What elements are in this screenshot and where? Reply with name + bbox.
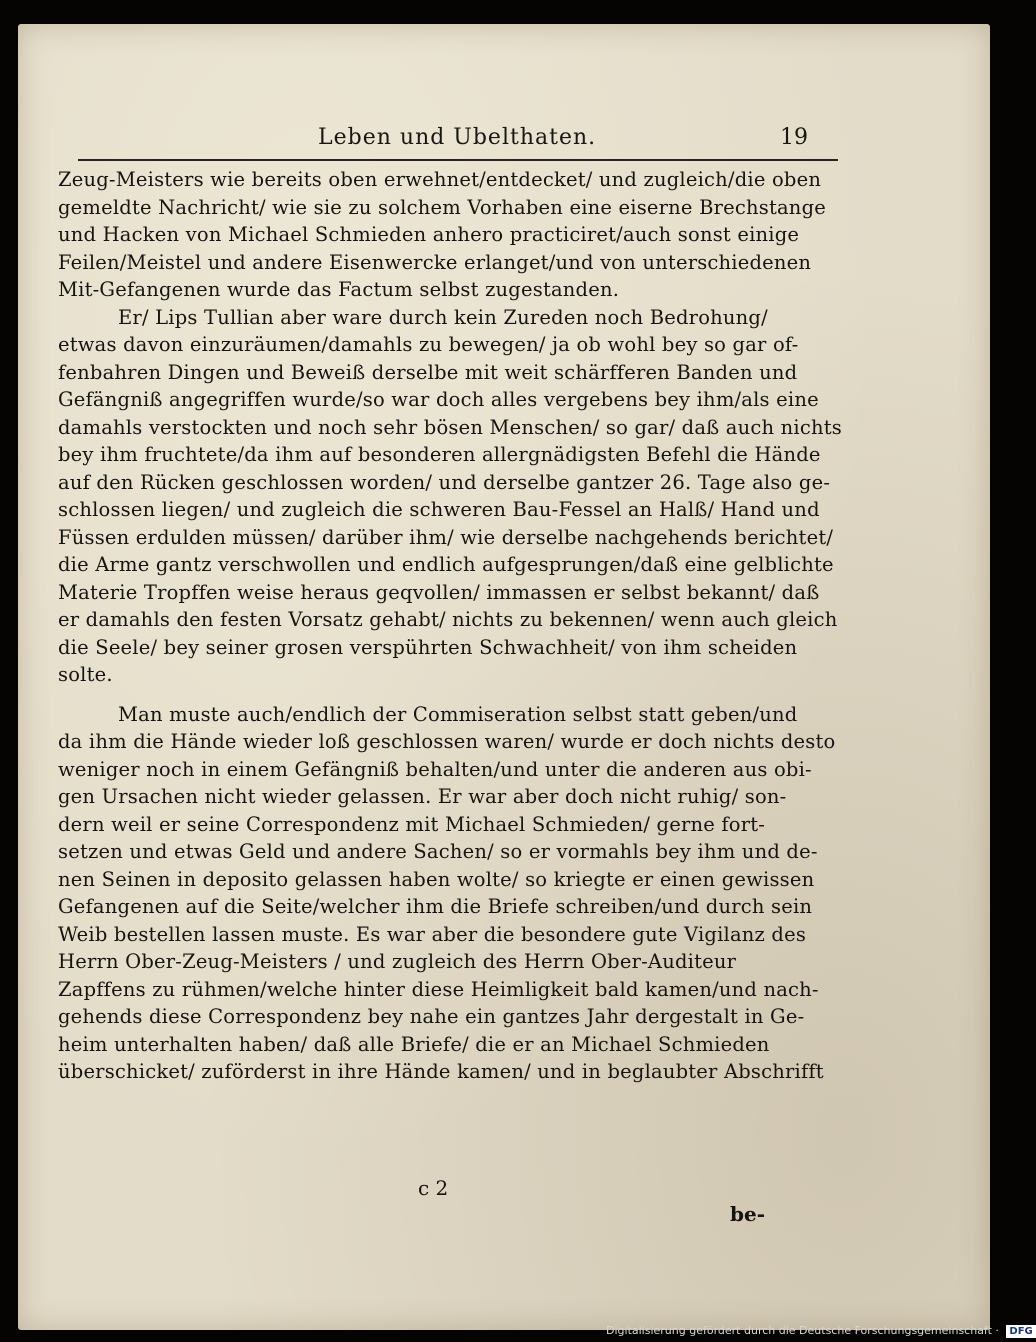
page-footer xyxy=(18,1176,990,1236)
text-line: Zeug-Meisters wie bereits oben erwehnet/entdecket/ und zugleich/die oben xyxy=(58,168,822,191)
text-line: Feilen/Meistel und andere Eisenwercke erlanget/und von unterschiedenen xyxy=(58,250,812,274)
text-line: Zapffens zu rühmen/welche hinter diese Heimligkeit bald kamen/und nach- xyxy=(58,977,819,1001)
book-page xyxy=(18,24,990,1330)
text-line: da ihm die Hände wieder loß geschlossen waren/ wurde er doch nichts desto xyxy=(58,730,836,753)
text-line: Er/ Lips Tullian aber ware durch kein Zureden noch Bedrohung/ xyxy=(118,305,768,329)
paragraph-gap xyxy=(58,689,818,701)
dfg-logo-icon: DFG xyxy=(1006,1325,1035,1338)
body-text xyxy=(58,166,842,1086)
text-line: bey ihm fruchtete/da ihm auf besonderen allergnädigsten Befehl die Hände xyxy=(58,443,821,466)
text-line: setzen und etwas Geld und andere Sachen/ so er vormahls bey ihm und de- xyxy=(58,840,818,863)
text-line: nen Seinen in deposito gelassen haben wolte/ so kriegte er einen gewissen xyxy=(58,867,815,891)
text-line: Füssen erdulden müssen/ darüber ihm/ wie derselbe nachgehends berichtet/ xyxy=(58,525,834,549)
text-line: schlossen liegen/ und zugleich die schweren Bau-Fessel an Halß/ Hand und xyxy=(58,498,820,521)
text-line: gemeldte Nachricht/ wie sie zu solchem Vorhaben eine eiserne Brechstange xyxy=(58,195,826,219)
text-line: fenbahren Dingen und Beweiß derselbe mit weit schärfferen Banden und xyxy=(58,360,798,384)
text-line: Herrn Ober-Zeug-Meisters / und zugleich des Herrn Ober-Auditeur xyxy=(58,950,737,973)
text-line: Man muste auch/endlich der Commiseration selbst statt geben/und xyxy=(118,702,798,726)
text-line: Gefangenen auf die Seite/welcher ihm die Briefe schreiben/und durch sein xyxy=(58,895,813,918)
text-line: Gefängniß angegriffen wurde/so war doch alles vergebens bey ihm/als eine xyxy=(58,388,819,411)
text-line: weniger noch in einem Gefängniß behalten/und unter die anderen aus obi- xyxy=(58,757,812,781)
text-line: dern weil er seine Correspondenz mit Michael Schmieden/ gerne fort- xyxy=(58,812,766,836)
text-line: heim unterhalten haben/ daß alle Briefe/ die er an Michael Schmieden xyxy=(58,1032,770,1056)
text-line: gehends diese Correspondenz bey nahe ein gantzes Jahr dergestalt in Ge- xyxy=(58,1005,805,1028)
text-line: er damahls den festen Vorsatz gehabt/ nichts zu bekennen/ wenn auch gleich xyxy=(58,608,838,631)
text-line: Mit-Gefangenen wurde das Factum selbst zugestanden. xyxy=(58,278,620,301)
paragraph-1 xyxy=(58,166,826,304)
text-line: die Seele/ bey seiner grosen verspührten Schwachheit/ von ihm scheiden xyxy=(58,635,798,659)
text-line: damahls verstockten und noch sehr bösen Menschen/ so gar/ daß auch nichts xyxy=(58,415,842,439)
text-line: etwas davon einzuräumen/damahls zu bewegen/ ja ob wohl bey so gar of- xyxy=(58,333,799,356)
page-number: 19 xyxy=(780,125,808,150)
header-title: Leben und Ubelthaten. xyxy=(318,125,597,150)
text-line: auf den Rücken geschlossen worden/ und derselbe gantzer 26. Tage also ge- xyxy=(58,470,831,494)
text-line: gen Ursachen nicht wieder gelassen. Er war aber doch nicht ruhig/ son- xyxy=(58,785,787,808)
paragraph-3 xyxy=(58,701,836,1086)
text-line: und Hacken von Michael Schmieden anhero practiciret/auch sonst einige xyxy=(58,223,800,246)
text-line: Materie Tropffen weise heraus geqvollen/ immassen er selbst bekannt/ daß xyxy=(58,580,820,604)
catchword: be- xyxy=(730,1202,766,1226)
signature-mark: c 2 xyxy=(418,1176,449,1200)
header-rule xyxy=(78,159,838,161)
text-line: Weib bestellen lassen muste. Es war aber die besondere gute Vigilanz des xyxy=(58,922,807,946)
text-line: solte. xyxy=(58,663,113,686)
text-line: die Arme gantz verschwollen und endlich aufgesprungen/daß eine gelblichte xyxy=(58,553,834,576)
text-line: überschicket/ zuförderst in ihre Hände kamen/ und in beglaubter Abschrifft xyxy=(58,1060,824,1083)
paragraph-2 xyxy=(58,304,842,689)
running-header xyxy=(58,121,838,161)
digitization-credit xyxy=(606,1324,1036,1340)
credit-text: Digitalisierung gefördert durch die Deutsche Forschungsgemeinschaft · xyxy=(606,1324,999,1337)
